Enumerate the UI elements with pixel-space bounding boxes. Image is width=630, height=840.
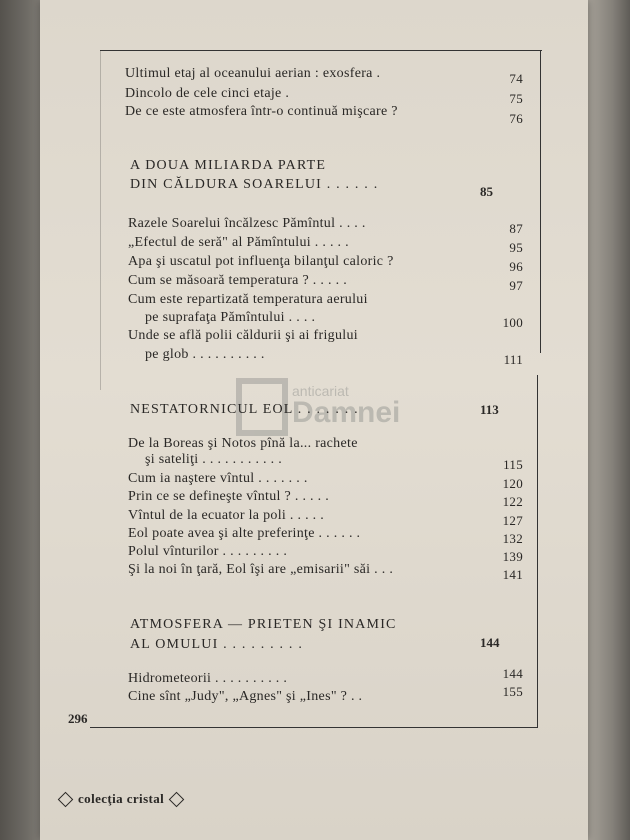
toc-entry-title: Dincolo de cele cinci etaje .: [125, 86, 290, 101]
toc-entry: [0, 292, 630, 312]
toc-entry-title: Polul vînturilor . . . . . . . . .: [128, 544, 288, 559]
watermark-big-text: Damnei: [292, 396, 401, 429]
toc-entry: [0, 347, 630, 367]
toc-entry: [0, 235, 630, 255]
toc-entry-title: pe glob . . . . . . . . . .: [145, 347, 265, 362]
toc-entry: [0, 562, 630, 582]
toc-entry-page: 155: [502, 684, 523, 699]
toc-entry: [0, 684, 630, 709]
toc-entry: [0, 328, 630, 348]
toc-entry-page: 76: [509, 111, 523, 126]
toc-entry: [0, 66, 630, 86]
toc-entry-title: De ce este atmosfera într-o continuă mişcare ?: [125, 104, 398, 119]
toc-entry-page: 141: [502, 567, 523, 582]
diamond-icon: [58, 791, 74, 807]
section-heading-line: DIN CĂLDURA SOARELUI . . . . . .: [130, 177, 379, 192]
toc-entry: [0, 666, 630, 691]
toc-entry-page: 95: [509, 240, 523, 255]
toc-entry-page: 139: [502, 549, 523, 564]
toc-entry-title: Vîntul de la ecuator la poli . . . . .: [128, 508, 325, 523]
toc-entry-page: 97: [509, 278, 523, 293]
toc-entry-page: 120: [502, 476, 523, 491]
toc-entry-page: 75: [509, 91, 523, 106]
toc-entry: [0, 544, 630, 564]
toc-entry: [0, 254, 630, 274]
toc-entry-page: 115: [503, 457, 523, 472]
toc-entry-page: 74: [509, 71, 523, 86]
watermark-small-text: anticariat: [292, 383, 349, 399]
toc-entry-title: „Efectul de seră" al Pămîntului . . . . .: [128, 235, 349, 250]
toc-entry: [0, 471, 630, 491]
section-heading-page: 85: [480, 184, 493, 199]
toc-entry-page: 132: [502, 531, 523, 546]
toc-entry-page: 96: [509, 259, 523, 274]
toc-entry: [0, 526, 630, 546]
frame-top-rule: [100, 50, 542, 51]
section-heading-page: 113: [480, 402, 499, 417]
toc-entry: [0, 104, 630, 124]
page-number: 296: [68, 711, 88, 726]
section-heading-line: A DOUA MILIARDA PARTE: [130, 158, 327, 173]
collection-name: colecţia cristal: [78, 791, 165, 806]
toc-entry-page: 127: [502, 513, 523, 528]
toc-entry-page: 111: [503, 352, 523, 367]
toc-entry-title: Prin ce se defineşte vîntul ? . . . . .: [128, 489, 330, 504]
background-right: [586, 0, 630, 840]
toc-entry-title: Cum este repartizată temperatura aerului: [128, 292, 368, 307]
section-heading-line: AL OMULUI . . . . . . . . .: [130, 637, 304, 652]
toc-entry-title: De la Boreas şi Notos pînă la... rachete: [128, 436, 358, 451]
toc-entry: [0, 489, 630, 509]
toc-entry-page: 122: [502, 494, 523, 509]
toc-entry-title: Eol poate avea şi alte preferinţe . . . . . .: [128, 526, 361, 541]
toc-entry-title: Cine sînt „Judy", „Agnes" şi „Ines" ? . .: [128, 689, 363, 704]
toc-entry-title: Hidrometeorii . . . . . . . . . .: [128, 671, 288, 686]
toc-entry-title: şi sateliţi . . . . . . . . . . .: [145, 452, 283, 467]
toc-entry-title: pe suprafaţa Pămîntului . . . .: [145, 310, 316, 325]
toc-entry: [0, 273, 630, 293]
diamond-icon: [169, 791, 185, 807]
toc-entry-title: Razele Soarelui încălzesc Pămîntul . . . .: [128, 216, 366, 231]
toc-entry: [0, 216, 630, 236]
toc-entry-title: Şi la noi în ţară, Eol îşi are „emisarii" săi . . .: [128, 562, 394, 577]
toc-entry-page: 87: [509, 221, 523, 236]
frame-bottom-rule: [90, 727, 538, 728]
footer-collection: [60, 788, 182, 810]
section-heading-line: ATMOSFERA — PRIETEN ŞI INAMIC: [130, 617, 397, 632]
toc-entry-title: Ultimul etaj al oceanului aerian : exosfera .: [125, 66, 381, 81]
section-heading-page: 144: [480, 635, 500, 650]
toc-entry-page: 144: [502, 666, 523, 681]
section-heading-line: NESTATORNICUL EOL . . . . . . .: [130, 402, 359, 417]
toc-entry: [0, 508, 630, 528]
toc-entry: [0, 310, 630, 330]
toc-entry-title: Apa şi uscatul pot influenţa bilanţul caloric ?: [128, 254, 394, 269]
toc-entry-title: Cum ia naştere vîntul . . . . . . .: [128, 471, 308, 486]
toc-entry: [0, 86, 630, 106]
toc-entry-title: Cum se măsoară temperatura ? . . . . .: [128, 273, 347, 288]
toc-entry-title: Unde se află polii căldurii şi ai frigului: [128, 328, 358, 343]
toc-entry-page: 100: [502, 315, 523, 330]
toc-entry: [0, 452, 630, 472]
